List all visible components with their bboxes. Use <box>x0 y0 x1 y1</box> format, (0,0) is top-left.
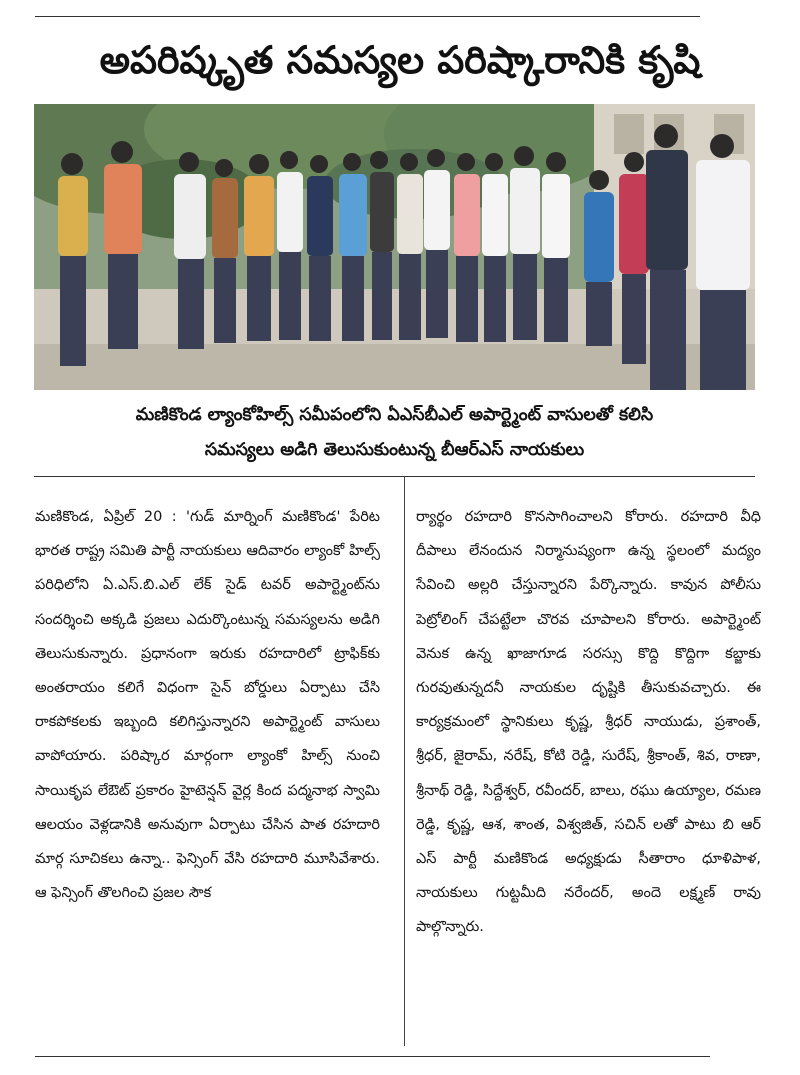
body-text-left: మణికొండ, ఏప్రిల్ 20 : 'గుడ్ మార్నింగ్ మణికొండ' పేరిట భారత రాష్ట్ర సమితి పార్టీ నాయకులు ఆదివారం ల్యాంకో హిల్స్ పరిధిలోని ఏ.ఎస్.బి.ఎల్ లేక్ సైడ్ టవర్ అపార్ట్మెంట్‌ను సందర్శించి అక్కడి ప్రజలు ఎదుర్కొంటున్న సమస్యలను అడిగి తెలుసుకున్నారు. ప్రధానంగా ఇరుకు రహదారిలో ట్రాఫిక్‌కు అంతరాయం కలిగే విధంగా సైన్ బోర్డులు ఏర్పాటు చేసి రాకపోకలకు ఇబ్బంది కలిగిస్తున్నారని అపార్ట్మెంట్ వాసులు వాపోయారు. పరిష్కార మార్గంగా ల్యాంకో హిల్స్ నుంచి సాయికృప లేఔట్ ప్రకారం హైటెన్షన్ వైర్ల కింద పద్మనాభ స్వామి ఆలయం వెళ్లడానికి అనువుగా ఏర్పాటు చేసిన పాత రహదారి మార్గ సూచికలు ఉన్నా.. ఫెన్సింగ్ వేసి రహదారి మూసివేశారు. ఆ ఫెన్సింగ్ తొలగించి ప్రజల సౌక <box>35 509 380 902</box>
bottom-rule <box>35 1056 710 1057</box>
article-column-right <box>416 500 761 1045</box>
article-column-left <box>35 500 380 1045</box>
previous-article-strip <box>35 0 700 10</box>
photo-caption <box>34 398 755 468</box>
caption-rule <box>34 476 755 477</box>
headline: అపరిష్కృత సమస్యల పరిష్కారానికి కృషి <box>99 38 701 82</box>
group-photo-illustration <box>34 104 755 390</box>
top-rule <box>35 16 700 17</box>
body-text-right: ర్యార్థం రహదారి కొనసాగించాలని కోరారు. రహదారి వీధి దీపాలు లేనందున నిర్మానుష్యంగా ఉన్న స్థలంలో మద్యం సేవించి అల్లరి చేస్తున్నారని పేర్కొన్నారు. కావున పోలీసు పెట్రోలింగ్ చేపట్టేలా చొరవ చూపాలని కోరారు. అపార్ట్మెంట్ వెనుక ఉన్న ఖాజాగూడ సరస్సు కొద్ది కొద్దిగా కబ్జాకు గురవుతున్నదనీ నాయకుల దృష్టికి తీసుకువచ్చారు. ఈ కార్యక్రమంలో స్థానికులు కృష్ణ, శ్రీధర్ నాయుడు, ప్రశాంత్, శ్రీధర్, జైరామ్, నరేష్, కోటి రెడ్డి, సురేష్, శ్రీకాంత్, శివ, రాణా, శ్రీనాథ్ రెడ్డి, సిద్దేశ్వర్, రవీందర్, బాలు, రఘు ఉయ్యాల, రమణ రెడ్డి, కృష్ణ, ఆశ, శాంత, విశ్వజిత్, సచిన్ లతో పాటు బి ఆర్ ఎస్ పార్టీ మణికొండ అధ్యక్షుడు సీతారాం ధూళిపాళ, నాయకులు గుట్టమీది నరేందర్, అందె లక్ష్మణ్ రావు పాల్గొన్నారు. <box>416 509 761 936</box>
caption-line: మణికొండ ల్యాంకోహిల్స్ సమీపంలోని ఏఎస్‌బీఎల్ అపార్ట్మెంట్ వాసులతో కలిసి <box>135 405 654 425</box>
column-divider <box>404 476 405 1046</box>
news-photo <box>34 104 755 390</box>
caption-line: సమస్యలు అడిగి తెలుసుకుంటున్న బీఆర్ఎస్ నాయకులు <box>204 440 585 460</box>
